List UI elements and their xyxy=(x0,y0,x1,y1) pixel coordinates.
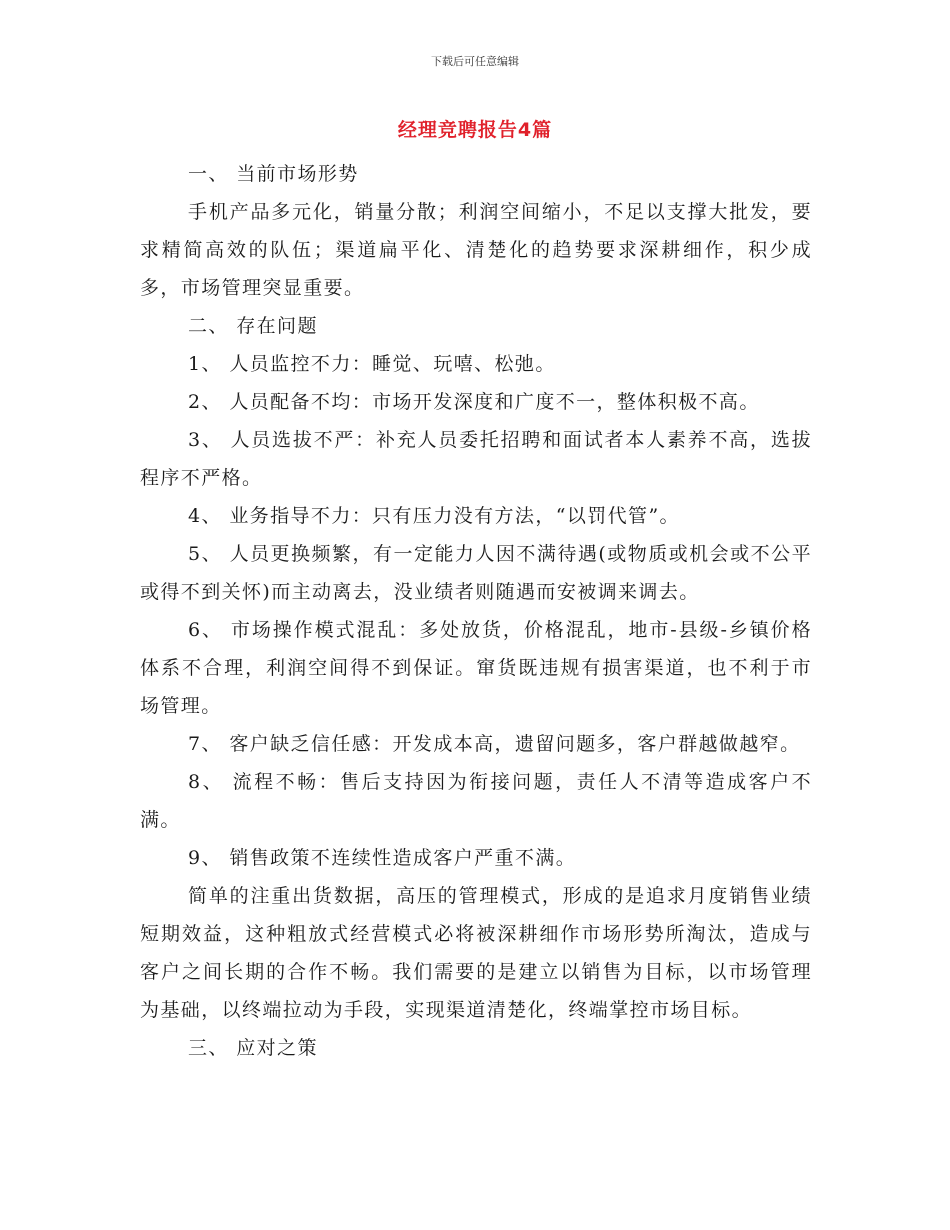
section-heading-strategy: 三、 应对之策 xyxy=(188,1037,318,1059)
header-note: 下载后可任意编辑 xyxy=(431,55,519,68)
section-heading-problems: 二、 存在问题 xyxy=(188,315,318,337)
list-item-problem-4: 4、 业务指导不力：只有压力没有方法，“以罚代管”。 xyxy=(188,505,680,527)
document-body xyxy=(140,155,812,1067)
list-item-problem-5: 5、 人员更换频繁，有一定能力人因不满待遇(或物质或机会或不公平或得不到关怀)而主动离去，没业绩者则随遇而安被调来调去。 xyxy=(140,543,812,603)
list-item-problem-7: 7、 客户缺乏信任感：开发成本高，遗留问题多，客户群越做越窄。 xyxy=(188,733,801,755)
paragraph-summary: 简单的注重出货数据，高压的管理模式，形成的是追求月度销售业绩短期效益，这种粗放式经营模式必将被深耕细作市场形势所淘汰，造成与客户之间长期的合作不畅。我们需要的是建立以销售为目标，以市场管理为基础，以终端拉动为手段，实现渠道清楚化，终端掌控市场目标。 xyxy=(140,885,812,1021)
list-item-problem-6: 6、 市场操作模式混乱：多处放货，价格混乱，地市-县级-乡镇价格体系不合理，利润空间得不到保证。窜货既违规有损害渠道，也不利于市场管理。 xyxy=(140,619,812,717)
list-item-problem-3: 3、 人员选拔不严：补充人员委托招聘和面试者本人素养不高，选拔程序不严格。 xyxy=(140,429,812,489)
paragraph-market-situation: 手机产品多元化，销量分散；利润空间缩小，不足以支撑大批发，要求精简高效的队伍；渠道扁平化、清楚化的趋势要求深耕细作，积少成多，市场管理突显重要。 xyxy=(140,201,812,299)
document-title: 经理竞聘报告4篇 xyxy=(397,119,553,141)
list-item-problem-8: 8、 流程不畅：售后支持因为衔接问题，责任人不清等造成客户不满。 xyxy=(140,771,812,831)
list-item-problem-2: 2、 人员配备不均：市场开发深度和广度不一，整体积极不高。 xyxy=(188,391,760,413)
list-item-problem-1: 1、 人员监控不力：睡觉、玩嘻、松弛。 xyxy=(188,353,556,375)
section-heading-market: 一、 当前市场形势 xyxy=(188,163,359,185)
list-item-problem-9: 9、 销售政策不连续性造成客户严重不满。 xyxy=(188,847,577,869)
